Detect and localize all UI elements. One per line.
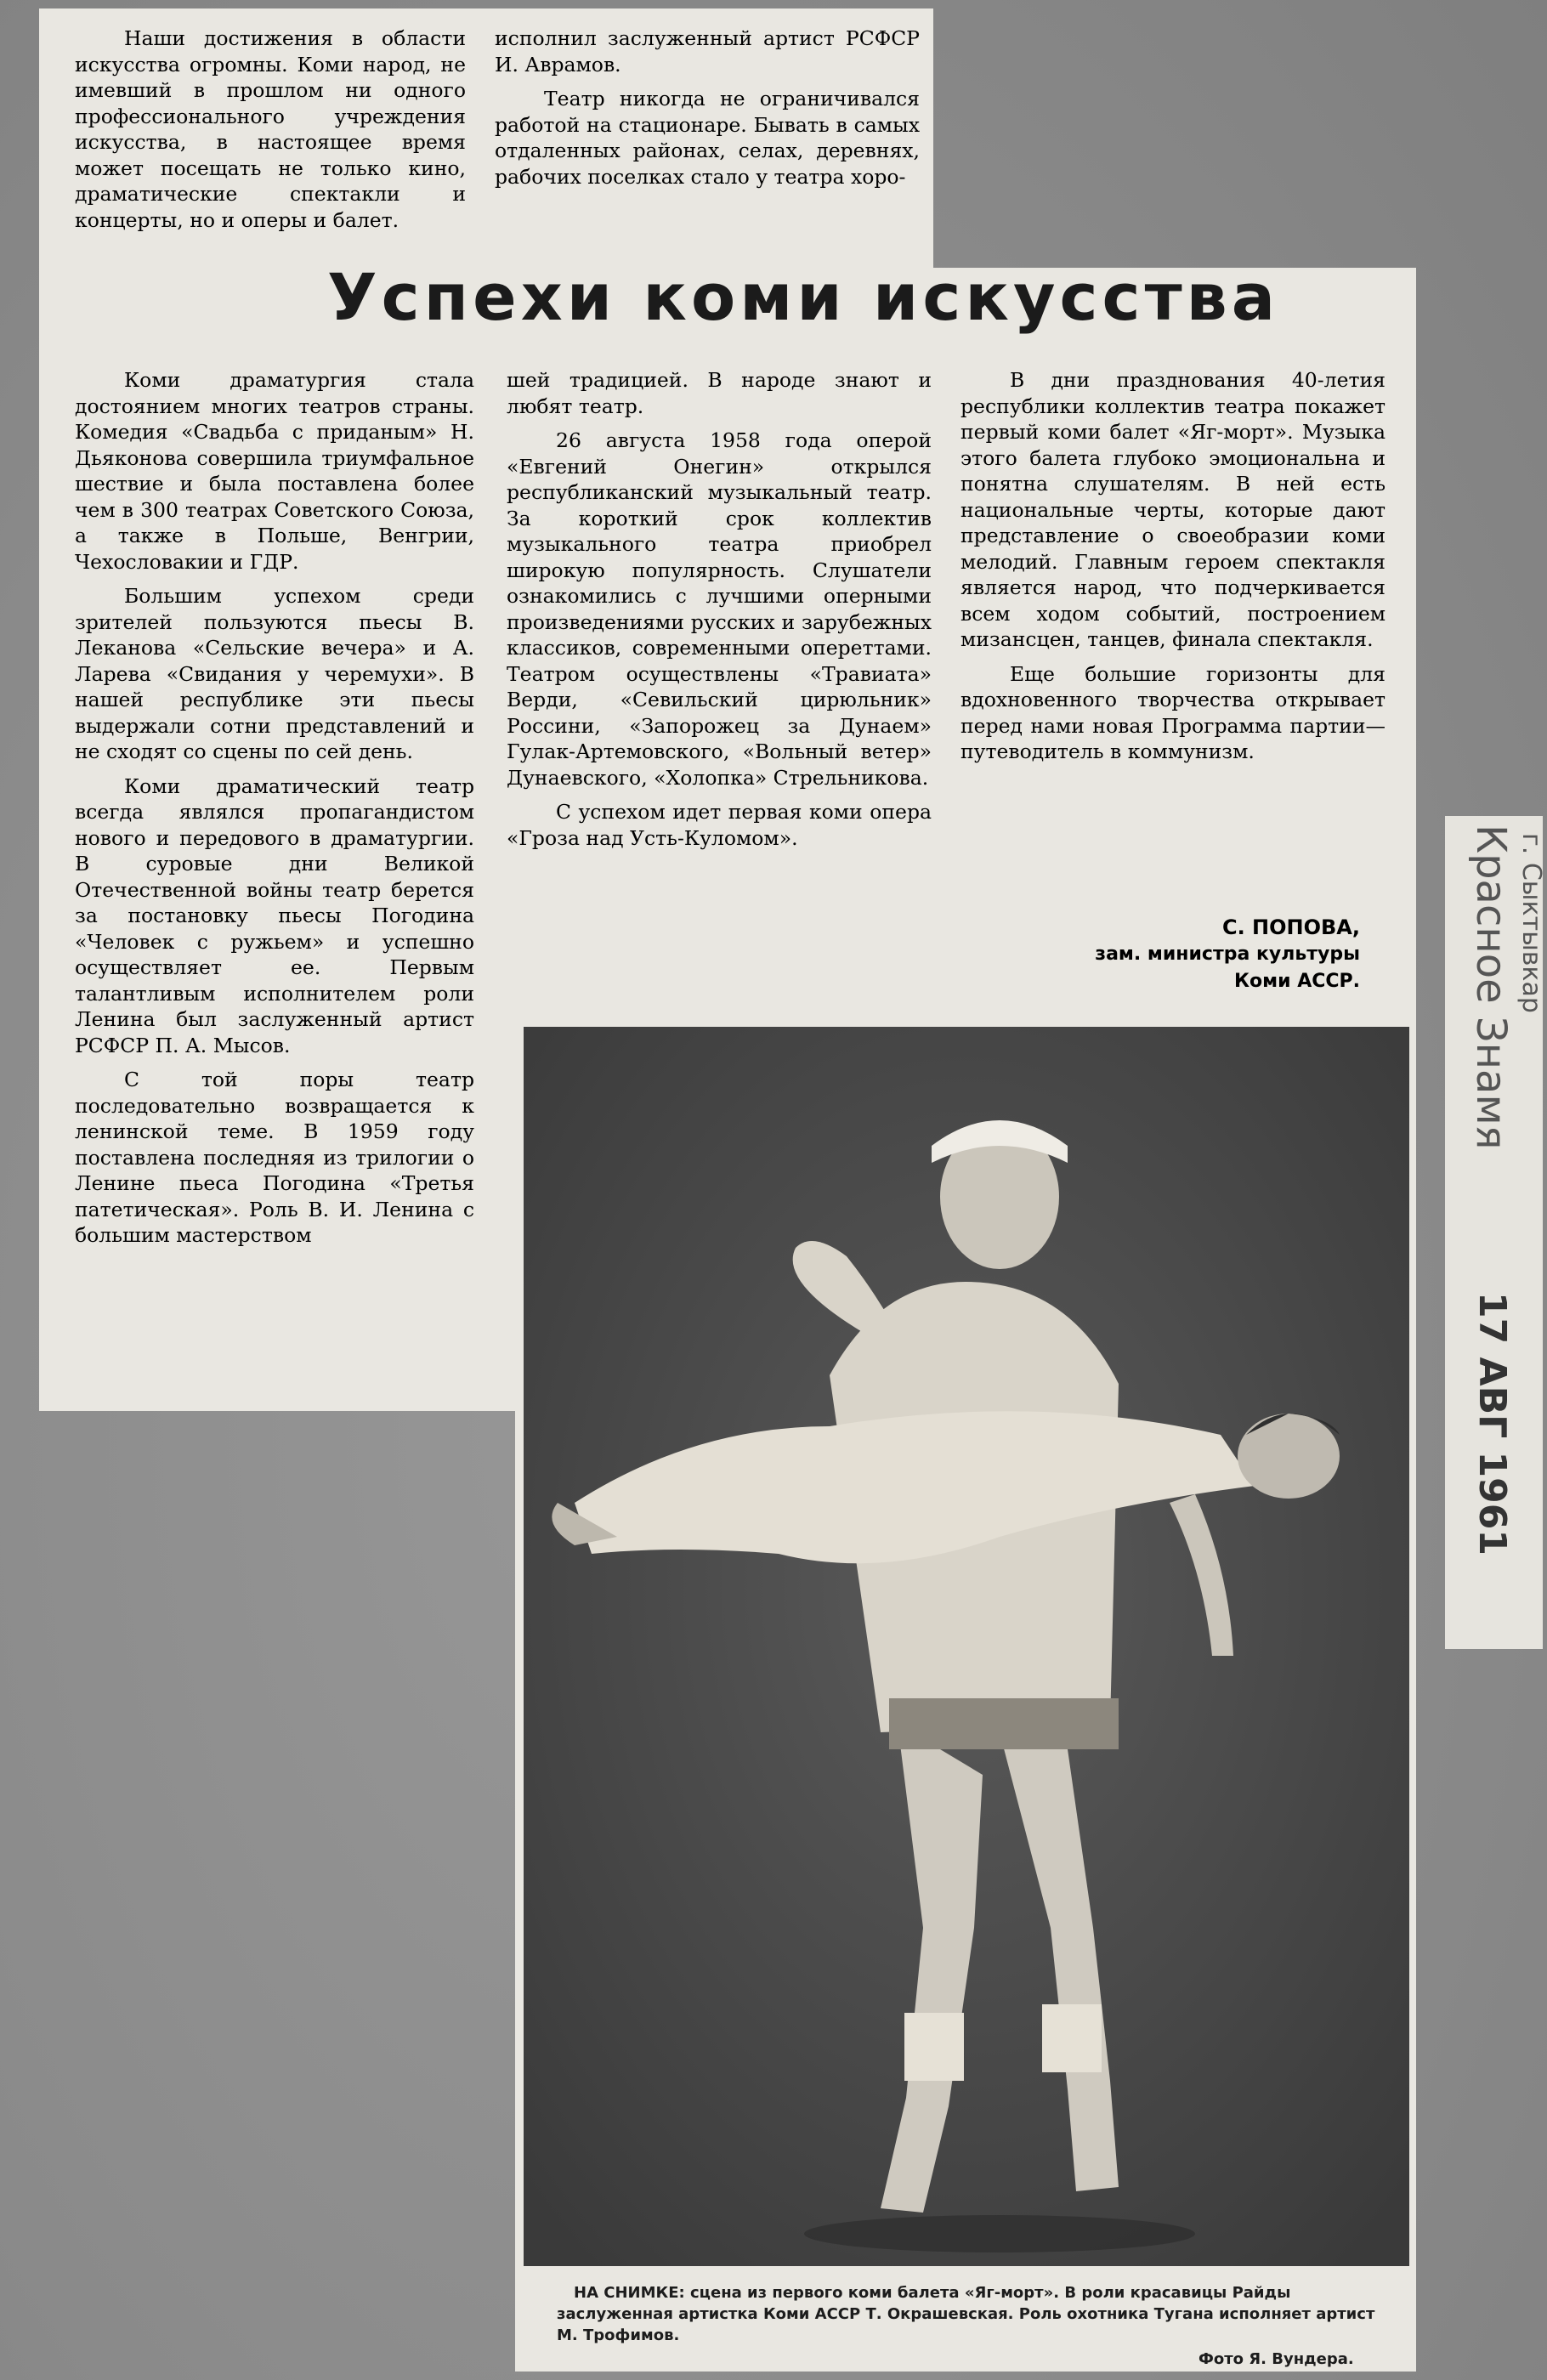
paragraph: Коми драматургия стала достоянием многих театров страны. Комедия «Свадьба с приданым» Н. Дьяконова совершила триумфальное шествие и была поставлена более чем в 300 театрах Советского Союза, а также в Польше, Венгрии, Чехословакии и ГДР. (75, 368, 474, 574)
author-name: С. ПОПОВА, (1221, 915, 1360, 939)
paragraph: С успехом идет первая коми опера «Гроза над Усть-Куломом». (507, 800, 932, 850)
photo-caption: НА СНИМКЕ: сцена из первого коми балета «Яг-морт». В роли красавицы Райды заслуженная артистка Коми АССР Т. Окрашевская. Роль охотника Тугана исполняет артист М. Трофимов. (557, 2284, 1375, 2344)
top-right-text (495, 26, 920, 198)
stamp-city: г. Сыктывкар (1516, 833, 1546, 1013)
paragraph: Коми драматический театр всегда являлся пропагандистом нового и передового в драматургии. В суровые дни Великой Отечественной войны театр берется за постановку пьесы Погодина «Человек с ружьем» и успешно осуществляет ее. Первым талантливым исполнителем роли Ленина был заслуженный артист РСФСР П. А. Мысов. (75, 774, 474, 1057)
article-column-1 (75, 367, 474, 1257)
paragraph: 26 августа 1958 года оперой «Евгений Онегин» открылся республиканский музыкальный театр. За короткий срок коллектив музыкального театра приобрел широкую популярность. Слушатели ознакомились с лучшими оперными произведениями русских и зарубежных классиков, современными опереттами. Театром осуществлены «Травиата» Верди, «Севильский цирюльник» Россини, «Запорожец за Дунаем» Гулак-Артемовского, «Вольный ветер» Дунаевского, «Холопка» Стрельникова. (507, 428, 932, 790)
paragraph: исполнил заслуженный артист РСФСР И. Аврамов. (495, 26, 920, 76)
paragraph: С той поры театр последовательно возвращается к ленинской теме. В 1959 году поставлена последняя из трилогии о Ленине пьеса Погодина «Третья патетическая». Роль В. И. Ленина с большим мастерством (75, 1068, 474, 1247)
top-left-text (75, 26, 466, 241)
paragraph: Наши достижения в области искусства огромны. Коми народ, не имевший в прошлом ни одного профессионального учреждения искусства, в настоящее время может посещать не только кино, драматические спектакли и концерты, но и оперы и балет. (75, 26, 466, 232)
article-column-2 (507, 367, 932, 859)
newspaper-stamp (1445, 816, 1546, 1649)
author-title: зам. министра культуры (1095, 944, 1360, 965)
author-signature (1003, 914, 1360, 995)
paragraph: Театр никогда не ограничивался работой на стационаре. Бывать в самых отдаленных районах, селах, деревнях, рабочих поселках стало у театра хоро- (495, 87, 920, 189)
stamp-newspaper-name: Красное Знамя (1467, 824, 1515, 1150)
paragraph: Еще большие горизонты для вдохновенного творчества открывает перед нами новая Программа партии—путеводитель в коммунизм. (960, 661, 1386, 763)
ballet-dancers-image (524, 1027, 1409, 2266)
headline: Успехи коми искусства (327, 259, 1280, 335)
ballet-photo (524, 1027, 1409, 2266)
paragraph: шей традицией. В народе знают и любят театр. (507, 368, 932, 418)
author-affiliation: Коми АССР. (1234, 971, 1360, 992)
paragraph: Большим успехом среди зрителей пользуются пьесы В. Леканова «Сельские вечера» и А. Ларева «Свидания у черемухи». В нашей республике эти пьесы выдержали сотни представлений и не сходят со сцены по сей день. (75, 584, 474, 763)
paragraph: В дни празднования 40-летия республики коллектив театра покажет первый коми балет «Яг-морт». Музыка этого балета глубоко эмоциональна и понятна слушателям. В ней есть национальные черты, которые дают представление о своеобразии коми мелодий. Главным героем спектакля является народ, что подчеркивается всем ходом событий, построением мизансцен, танцев, финала спектакля. (960, 368, 1386, 651)
photo-credit: Фото Я. Вундера. (1198, 2350, 1354, 2368)
article-column-3 (960, 367, 1386, 774)
stamp-date: 17 АВГ 1961 (1470, 1292, 1514, 1556)
